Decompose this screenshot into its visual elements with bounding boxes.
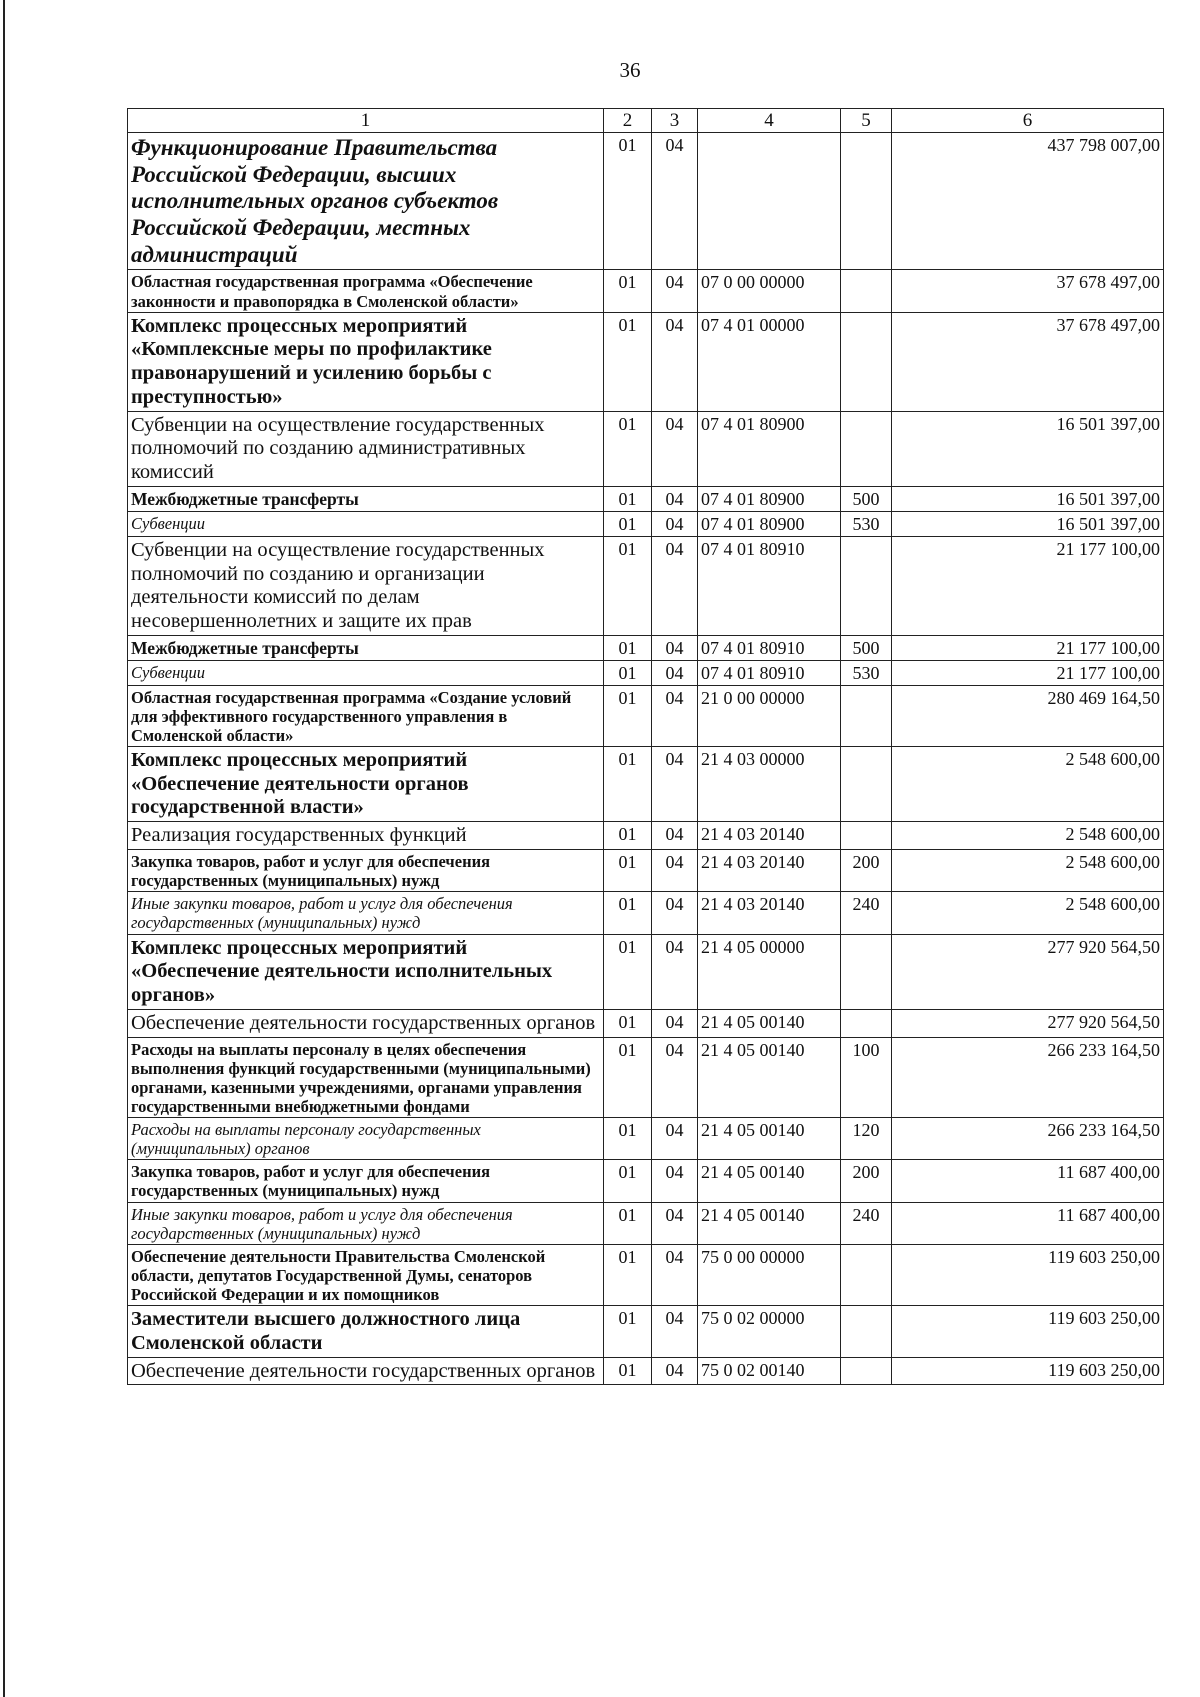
expense-type-code <box>841 1357 892 1385</box>
amount: 21 177 100,00 <box>892 635 1164 660</box>
table-row <box>128 934 1164 1009</box>
subsection-code: 04 <box>652 892 698 934</box>
amount: 280 469 164,50 <box>892 685 1164 746</box>
header-col-5: 5 <box>841 109 892 133</box>
section-code: 01 <box>604 822 652 850</box>
section-code: 01 <box>604 270 652 312</box>
expense-type-code <box>841 411 892 486</box>
expense-name: Межбюджетные трансферты <box>128 487 604 512</box>
subsection-code: 04 <box>652 411 698 486</box>
expense-name: Обеспечение деятельности государственных органов <box>128 1009 604 1037</box>
amount: 2 548 600,00 <box>892 892 1164 934</box>
expense-type-code <box>841 934 892 1009</box>
subsection-code: 04 <box>652 1202 698 1244</box>
expense-type-code <box>841 1306 892 1358</box>
target-article-code: 21 4 03 20140 <box>698 892 841 934</box>
subsection-code: 04 <box>652 1244 698 1305</box>
header-col-4: 4 <box>698 109 841 133</box>
section-code: 01 <box>604 312 652 411</box>
section-code: 01 <box>604 536 652 635</box>
subsection-code: 04 <box>652 511 698 536</box>
expense-name: Закупка товаров, работ и услуг для обеспечения государственных (муниципальных) нужд <box>128 1160 604 1202</box>
table-row <box>128 1202 1164 1244</box>
target-article-code: 07 4 01 80900 <box>698 487 841 512</box>
budget-table-body <box>128 109 1164 1385</box>
subsection-code: 04 <box>652 270 698 312</box>
target-article-code: 21 4 03 20140 <box>698 850 841 892</box>
table-row <box>128 822 1164 850</box>
expense-name: Комплекс процессных мероприятий «Обеспечение деятельности органов государственной власти» <box>128 746 604 821</box>
header-col-2: 2 <box>604 109 652 133</box>
expense-type-code: 100 <box>841 1037 892 1118</box>
target-article-code: 75 0 00 00000 <box>698 1244 841 1305</box>
expense-type-code <box>841 685 892 746</box>
expense-name: Субвенции на осуществление государственных полномочий по созданию и организации деятельности комиссий по делам несовершеннолетних и защите их прав <box>128 536 604 635</box>
target-article-code: 21 4 05 00140 <box>698 1202 841 1244</box>
header-col-6: 6 <box>892 109 1164 133</box>
target-article-code: 07 4 01 00000 <box>698 312 841 411</box>
amount: 119 603 250,00 <box>892 1357 1164 1385</box>
expense-type-code: 240 <box>841 892 892 934</box>
section-code: 01 <box>604 133 652 270</box>
table-row <box>128 133 1164 270</box>
target-article-code <box>698 133 841 270</box>
amount: 119 603 250,00 <box>892 1306 1164 1358</box>
page-edge-line <box>3 0 5 1697</box>
expense-type-code <box>841 1009 892 1037</box>
target-article-code: 07 4 01 80900 <box>698 411 841 486</box>
amount: 2 548 600,00 <box>892 746 1164 821</box>
target-article-code: 07 4 01 80910 <box>698 635 841 660</box>
expense-type-code: 120 <box>841 1118 892 1160</box>
expense-type-code <box>841 536 892 635</box>
target-article-code: 07 4 01 80910 <box>698 660 841 685</box>
table-row <box>128 312 1164 411</box>
expense-type-code <box>841 822 892 850</box>
expense-type-code <box>841 133 892 270</box>
section-code: 01 <box>604 1244 652 1305</box>
subsection-code: 04 <box>652 1306 698 1358</box>
section-code: 01 <box>604 1160 652 1202</box>
table-row <box>128 892 1164 934</box>
amount: 11 687 400,00 <box>892 1202 1164 1244</box>
expense-type-code: 530 <box>841 511 892 536</box>
section-code: 01 <box>604 685 652 746</box>
expense-name: Субвенции <box>128 660 604 685</box>
expense-name: Иные закупки товаров, работ и услуг для обеспечения государственных (муниципальных) нужд <box>128 1202 604 1244</box>
expense-type-code <box>841 270 892 312</box>
subsection-code: 04 <box>652 1357 698 1385</box>
target-article-code: 21 4 05 00140 <box>698 1160 841 1202</box>
expense-type-code <box>841 1244 892 1305</box>
table-row <box>128 1037 1164 1118</box>
target-article-code: 75 0 02 00140 <box>698 1357 841 1385</box>
table-row <box>128 635 1164 660</box>
section-code: 01 <box>604 892 652 934</box>
table-row <box>128 270 1164 312</box>
amount: 16 501 397,00 <box>892 511 1164 536</box>
expense-type-code: 200 <box>841 850 892 892</box>
header-col-3: 3 <box>652 109 698 133</box>
section-code: 01 <box>604 411 652 486</box>
table-header-row <box>128 109 1164 133</box>
target-article-code: 21 4 05 00140 <box>698 1118 841 1160</box>
subsection-code: 04 <box>652 1118 698 1160</box>
expense-type-code: 200 <box>841 1160 892 1202</box>
table-row <box>128 746 1164 821</box>
expense-name: Комплекс процессных мероприятий «Обеспечение деятельности исполнительных органов» <box>128 934 604 1009</box>
table-row <box>128 487 1164 512</box>
subsection-code: 04 <box>652 746 698 821</box>
amount: 16 501 397,00 <box>892 487 1164 512</box>
table-row <box>128 1306 1164 1358</box>
subsection-code: 04 <box>652 635 698 660</box>
target-article-code: 21 4 03 00000 <box>698 746 841 821</box>
amount: 266 233 164,50 <box>892 1037 1164 1118</box>
section-code: 01 <box>604 511 652 536</box>
table-row <box>128 660 1164 685</box>
expense-type-code: 530 <box>841 660 892 685</box>
table-row <box>128 511 1164 536</box>
expense-type-code: 500 <box>841 487 892 512</box>
section-code: 01 <box>604 850 652 892</box>
expense-name: Межбюджетные трансферты <box>128 635 604 660</box>
section-code: 01 <box>604 487 652 512</box>
expense-type-code <box>841 746 892 821</box>
section-code: 01 <box>604 934 652 1009</box>
expense-name: Расходы на выплаты персоналу государственных (муниципальных) органов <box>128 1118 604 1160</box>
subsection-code: 04 <box>652 133 698 270</box>
amount: 37 678 497,00 <box>892 270 1164 312</box>
page-number: 36 <box>619 58 641 82</box>
subsection-code: 04 <box>652 536 698 635</box>
section-code: 01 <box>604 1306 652 1358</box>
expense-name: Заместители высшего должностного лица Смоленской области <box>128 1306 604 1358</box>
expense-type-code <box>841 312 892 411</box>
section-code: 01 <box>604 1009 652 1037</box>
amount: 437 798 007,00 <box>892 133 1164 270</box>
amount: 11 687 400,00 <box>892 1160 1164 1202</box>
table-row <box>128 685 1164 746</box>
section-code: 01 <box>604 1357 652 1385</box>
table-row <box>128 411 1164 486</box>
section-code: 01 <box>604 1118 652 1160</box>
section-code: 01 <box>604 1202 652 1244</box>
expense-name: Закупка товаров, работ и услуг для обеспечения государственных (муниципальных) нужд <box>128 850 604 892</box>
table-row <box>128 1244 1164 1305</box>
expense-type-code: 500 <box>841 635 892 660</box>
amount: 277 920 564,50 <box>892 1009 1164 1037</box>
expense-name: Функционирование Правительства Российской Федерации, высших исполнительных органов субъектов Российской Федерации, местных администраций <box>128 133 604 270</box>
amount: 21 177 100,00 <box>892 660 1164 685</box>
subsection-code: 04 <box>652 1009 698 1037</box>
target-article-code: 07 4 01 80900 <box>698 511 841 536</box>
table-row <box>128 536 1164 635</box>
section-code: 01 <box>604 635 652 660</box>
expense-name: Комплекс процессных мероприятий «Комплексные меры по профилактике правонарушений и усилению борьбы с преступностью» <box>128 312 604 411</box>
target-article-code: 07 4 01 80910 <box>698 536 841 635</box>
expense-name: Расходы на выплаты персоналу в целях обеспечения выполнения функций государственными (муниципальными) органами, казенными учреждениями, органами управления государственными внебюджетными фондами <box>128 1037 604 1118</box>
subsection-code: 04 <box>652 822 698 850</box>
amount: 37 678 497,00 <box>892 312 1164 411</box>
subsection-code: 04 <box>652 934 698 1009</box>
subsection-code: 04 <box>652 850 698 892</box>
target-article-code: 75 0 02 00000 <box>698 1306 841 1358</box>
amount: 2 548 600,00 <box>892 850 1164 892</box>
subsection-code: 04 <box>652 660 698 685</box>
expense-name: Областная государственная программа «Обеспечение законности и правопорядка в Смоленской области» <box>128 270 604 312</box>
amount: 21 177 100,00 <box>892 536 1164 635</box>
expense-name: Реализация государственных функций <box>128 822 604 850</box>
target-article-code: 21 4 03 20140 <box>698 822 841 850</box>
table-row <box>128 850 1164 892</box>
amount: 119 603 250,00 <box>892 1244 1164 1305</box>
target-article-code: 21 4 05 00140 <box>698 1009 841 1037</box>
expense-name: Субвенции <box>128 511 604 536</box>
target-article-code: 21 0 00 00000 <box>698 685 841 746</box>
table-row <box>128 1009 1164 1037</box>
section-code: 01 <box>604 746 652 821</box>
subsection-code: 04 <box>652 685 698 746</box>
target-article-code: 21 4 05 00000 <box>698 934 841 1009</box>
expense-name: Областная государственная программа «Создание условий для эффективного государственного управления в Смоленской области» <box>128 685 604 746</box>
expense-name: Иные закупки товаров, работ и услуг для обеспечения государственных (муниципальных) нужд <box>128 892 604 934</box>
expense-name: Обеспечение деятельности государственных органов <box>128 1357 604 1385</box>
amount: 2 548 600,00 <box>892 822 1164 850</box>
expense-name: Субвенции на осуществление государственных полномочий по созданию административных комиссий <box>128 411 604 486</box>
target-article-code: 07 0 00 00000 <box>698 270 841 312</box>
header-col-1: 1 <box>128 109 604 133</box>
expense-name: Обеспечение деятельности Правительства Смоленской области, депутатов Государственной Думы, сенаторов Российской Федерации и их помощников <box>128 1244 604 1305</box>
amount: 266 233 164,50 <box>892 1118 1164 1160</box>
amount: 16 501 397,00 <box>892 411 1164 486</box>
expense-type-code: 240 <box>841 1202 892 1244</box>
subsection-code: 04 <box>652 312 698 411</box>
target-article-code: 21 4 05 00140 <box>698 1037 841 1118</box>
subsection-code: 04 <box>652 1160 698 1202</box>
table-row <box>128 1357 1164 1385</box>
amount: 277 920 564,50 <box>892 934 1164 1009</box>
budget-table <box>127 108 1164 1385</box>
subsection-code: 04 <box>652 1037 698 1118</box>
table-row <box>128 1118 1164 1160</box>
table-row <box>128 1160 1164 1202</box>
subsection-code: 04 <box>652 487 698 512</box>
section-code: 01 <box>604 660 652 685</box>
section-code: 01 <box>604 1037 652 1118</box>
